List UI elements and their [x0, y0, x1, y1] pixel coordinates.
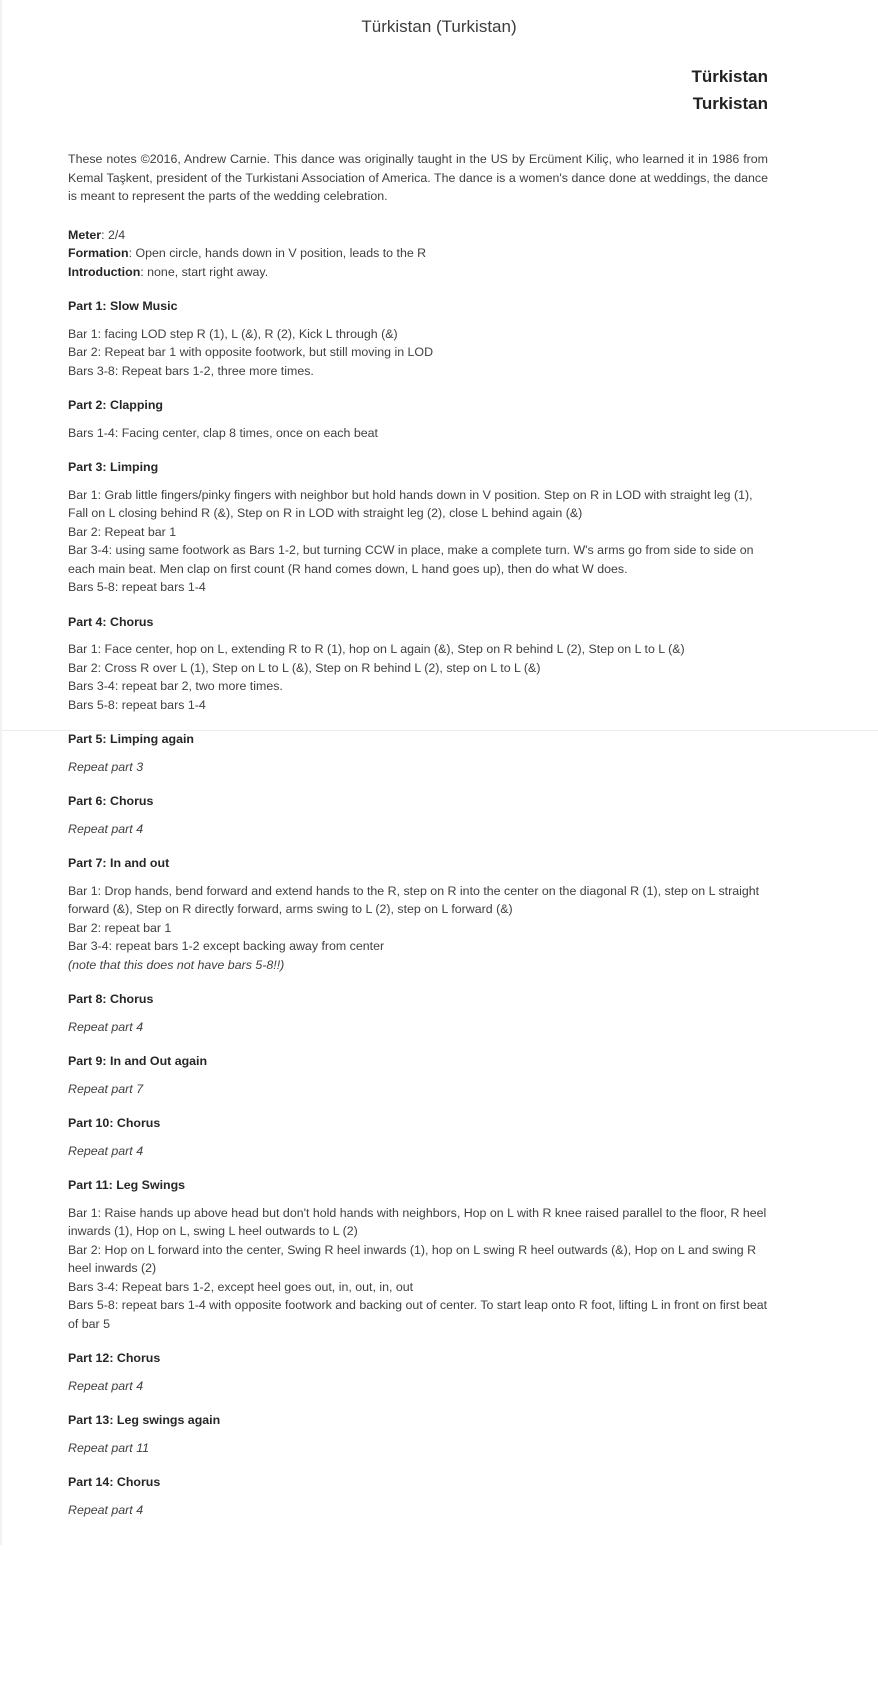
section-line: Bar 1: Face center, hop on L, extending R to R (1), hop on L again (&), Step on R behind L (2), Step on L to L (&)	[68, 642, 685, 656]
section-line: Bars 1-4: Facing center, clap 8 times, once on each beat	[68, 425, 378, 440]
section-line: Bar 1: Grab little fingers/pinky fingers with neighbor but hold hands down in V position. Step on R in LOD with straight leg (1), Fall on L closing behind R (&), Step on R in LOD with straight leg (2), close L behind again (&)	[68, 487, 753, 520]
meta-formation-label: Formation	[68, 246, 129, 260]
document-heading	[0, 63, 878, 117]
section-heading-part-10: Part 10: Chorus	[68, 1116, 161, 1130]
section-line: Bar 3-4: repeat bars 1-2 except backing away from center	[68, 939, 385, 953]
section-heading-part-8: Part 8: Chorus	[68, 992, 154, 1006]
section-heading-part-13: Part 13: Leg swings again	[68, 1413, 221, 1427]
section-line: Bars 3-8: Repeat bars 1-2, three more times.	[68, 363, 314, 378]
meta-formation	[68, 244, 768, 263]
section-line: Bar 2: Hop on L forward into the center, Swing R heel inwards (1), hop on L swing R heel outwards (&), Hop on L and swing R heel inwards (2)	[68, 1242, 757, 1275]
section-note: (note that this does not have bars 5-8!!)	[68, 957, 285, 972]
meta-formation-value: : Open circle, hands down in V position, leads to the R	[128, 246, 427, 260]
section-line: Bars 5-8: repeat bars 1-4	[68, 697, 206, 712]
section-heading-part-1: Part 1: Slow Music	[68, 299, 178, 313]
meta-introduction-label: Introduction	[68, 264, 141, 279]
section-line-italic: Repeat part 4	[68, 1143, 144, 1158]
section-line-italic: Repeat part 4	[68, 1502, 144, 1517]
section-line-italic: Repeat part 7	[68, 1081, 144, 1096]
section-line: Bars 3-4: Repeat bars 1-2, except heel goes out, in, out, in, out	[68, 1279, 414, 1294]
section-heading-part-2: Part 2: Clapping	[68, 398, 164, 412]
section-heading-part-14: Part 14: Chorus	[68, 1475, 161, 1489]
section-heading-part-9: Part 9: In and Out again	[68, 1054, 208, 1068]
section-line-italic: Repeat part 4	[68, 1019, 144, 1034]
section-heading-part-3: Part 3: Limping	[68, 460, 159, 474]
heading-line-1: Türkistan	[691, 67, 768, 86]
section-line: Bar 1: facing LOD step R (1), L (&), R (2), Kick L through (&)	[68, 326, 398, 341]
section-line: Bars 5-8: repeat bars 1-4	[68, 580, 206, 594]
section-line: Bar 1: Raise hands up above head but don't hold hands with neighbors, Hop on L with R knee raised parallel to the floor, R heel inwards (1), Hop on L, swing L heel outwards to L (2)	[68, 1205, 767, 1238]
section-line-italic: Repeat part 11	[68, 1440, 150, 1455]
page-break-divider	[2, 730, 878, 731]
section-heading-part-6: Part 6: Chorus	[68, 794, 154, 808]
left-margin-rule	[0, 0, 2, 1545]
section-heading-part-5: Part 5: Limping again	[68, 732, 194, 746]
section-line: Bar 2: Repeat bar 1 with opposite footwork, but still moving in LOD	[68, 345, 434, 359]
section-line-italic: Repeat part 3	[68, 759, 144, 774]
section-line: Bar 2: Cross R over L (1), Step on L to L (&), Step on R behind L (2), step on L to L (&)	[68, 660, 541, 675]
section-heading-part-4: Part 4: Chorus	[68, 614, 154, 629]
meta-meter-value: : 2/4	[101, 227, 126, 242]
meta-meter	[68, 226, 768, 245]
section-line: Bar 3-4: using same footwork as Bars 1-2, but turning CCW in place, make a complete turn. W's arms go from side to side on each main beat. Men clap on first count (R hand comes down, L hand goes up), then do what W does.	[68, 543, 754, 576]
section-line: Bar 2: Repeat bar 1	[68, 524, 177, 539]
meta-meter-label: Meter	[68, 227, 102, 242]
intro-paragraph: These notes ©2016, Andrew Carnie. This dance was originally taught in the US by Ercüment Kiliç, who learned it in 1986 from Kemal Taşkent, president of the Turkistani Association of America. The dance is a women's dance done at weddings, the dance is meant to represent the parts of the wedding celebration.	[68, 152, 768, 203]
document-body	[0, 150, 878, 1545]
heading-line-2: Turkistan	[692, 94, 768, 113]
meta-introduction-value: : none, start right away.	[140, 264, 269, 279]
meta-introduction	[68, 263, 768, 282]
section-line-italic: Repeat part 4	[68, 1378, 144, 1393]
section-line: Bar 1: Drop hands, bend forward and extend hands to the R, step on R into the center on the diagonal R (1), step on L straight forward (&), Step on R directly forward, arms swing to L (2), step on L forward (&)	[68, 883, 760, 916]
section-heading-part-12: Part 12: Chorus	[68, 1351, 161, 1365]
section-line: Bars 3-4: repeat bar 2, two more times.	[68, 679, 283, 693]
section-line: Bar 2: repeat bar 1	[68, 920, 172, 935]
section-line: Bars 5-8: repeat bars 1-4 with opposite footwork and backing out of center. To start leap onto R foot, lifting L in front on first beat of bar 5	[68, 1298, 768, 1331]
section-heading-part-11: Part 11: Leg Swings	[68, 1178, 186, 1192]
page-title: Türkistan (Turkistan)	[361, 17, 517, 36]
section-heading-part-7: Part 7: In and out	[68, 856, 170, 870]
section-line-italic: Repeat part 4	[68, 821, 144, 836]
